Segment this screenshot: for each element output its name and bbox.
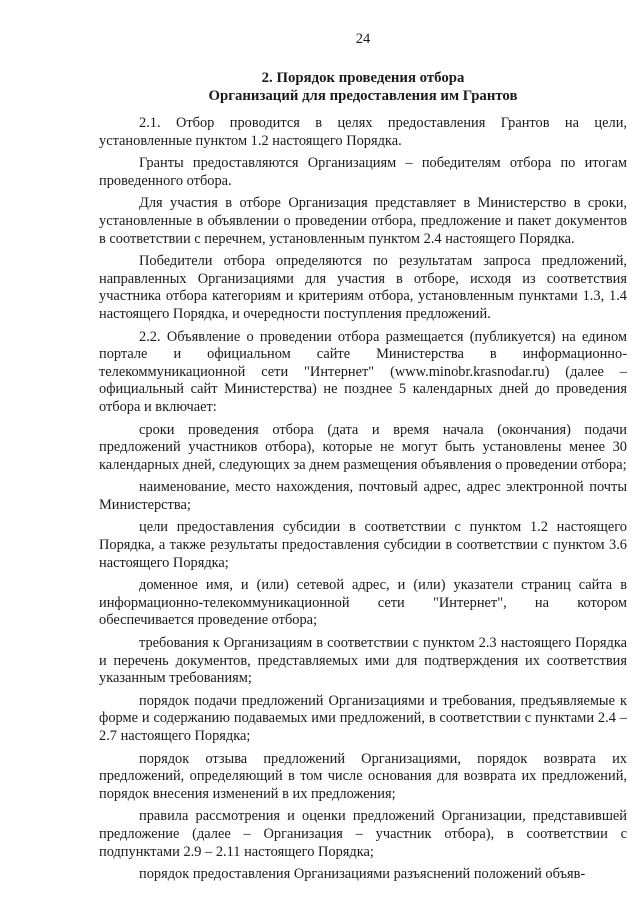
paragraph: Гранты предоставляются Организациям – победителям отбора по итогам проведенного отбора.	[99, 155, 627, 189]
paragraph: Для участия в отборе Организация представляет в Министерство в сроки, установленные в объявлении о проведении отбора, предложение и пакет документов в соответствии с перечнем, установленным пунктом 2.4 настоящего Порядка.	[99, 195, 627, 247]
paragraph: сроки проведения отбора (дата и время начала (окончания) подачи предложений участников отбора), которые не могут быть установлены менее 30 календарных дней, следующих за днем размещения объявления о проведении отбора;	[99, 421, 627, 473]
paragraph: 2.1. Отбор проводится в целях предоставления Грантов на цели, установленные пунктом 1.2 настоящего Порядка.	[99, 115, 627, 149]
section-heading-line-1: 2. Порядок проведения отбора	[261, 70, 465, 86]
paragraph: доменное имя, и (или) сетевой адрес, и (или) указатели страниц сайта в информационно-телекоммуникационной сети "Интернет", на котором обеспечивается проведение отбора;	[99, 577, 627, 629]
paragraph: правила рассмотрения и оценки предложений Организации, представившей предложение (далее – Организация – участник отбора), в соответствии с подпунктами 2.9 – 2.11 настоящего Порядка;	[99, 808, 627, 860]
paragraph: Победители отбора определяются по результатам запроса предложений, направленных Организациями для участия в отборе, исходя из соответствия участника отбора категориям и критериям отбора, установленным пунктами 1.3, 1.4 настоящего Порядка, и очередности поступления предложений.	[99, 253, 627, 322]
paragraph: порядок подачи предложений Организациями и требования, предъявляемые к форме и содержанию подаваемых ими предложений, в соответствии с пунктами 2.4 – 2.7 настоящего Порядка;	[99, 692, 627, 744]
paragraph: наименование, место нахождения, почтовый адрес, адрес электронной почты Министерства;	[99, 479, 627, 513]
paragraph: цели предоставления субсидии в соответствии с пунктом 1.2 настоящего Порядка, а также результаты предоставления субсидии в соответствии с пунктом 3.6 настоящего Порядка;	[99, 519, 627, 571]
section-heading	[99, 70, 627, 105]
section-heading-line-2: Организаций для предоставления им Грантов	[208, 87, 518, 104]
document-body	[99, 115, 627, 889]
paragraph: порядок отзыва предложений Организациями, порядок возврата их предложений, определяющий в том числе основания для возврата их предложений, порядок внесения изменений в их предложения;	[99, 750, 627, 802]
paragraph: требования к Организациям в соответствии с пунктом 2.3 настоящего Порядка и перечень документов, представляемых ими для подтверждения их соответствия указанным требованиям;	[99, 635, 627, 687]
paragraph: порядок предоставления Организациями разъяснений положений объяв-	[139, 866, 586, 883]
page-number: 24	[355, 31, 371, 47]
paragraph: 2.2. Объявление о проведении отбора размещается (публикуется) на едином портале и официальном сайте Министерства в информационно-телекоммуникационной сети "Интернет" (www.minobr.krasnodar.ru) (далее – официальный сайт Министерства) не позднее 5 календарных дней до проведения отбора и включает:	[99, 328, 627, 415]
